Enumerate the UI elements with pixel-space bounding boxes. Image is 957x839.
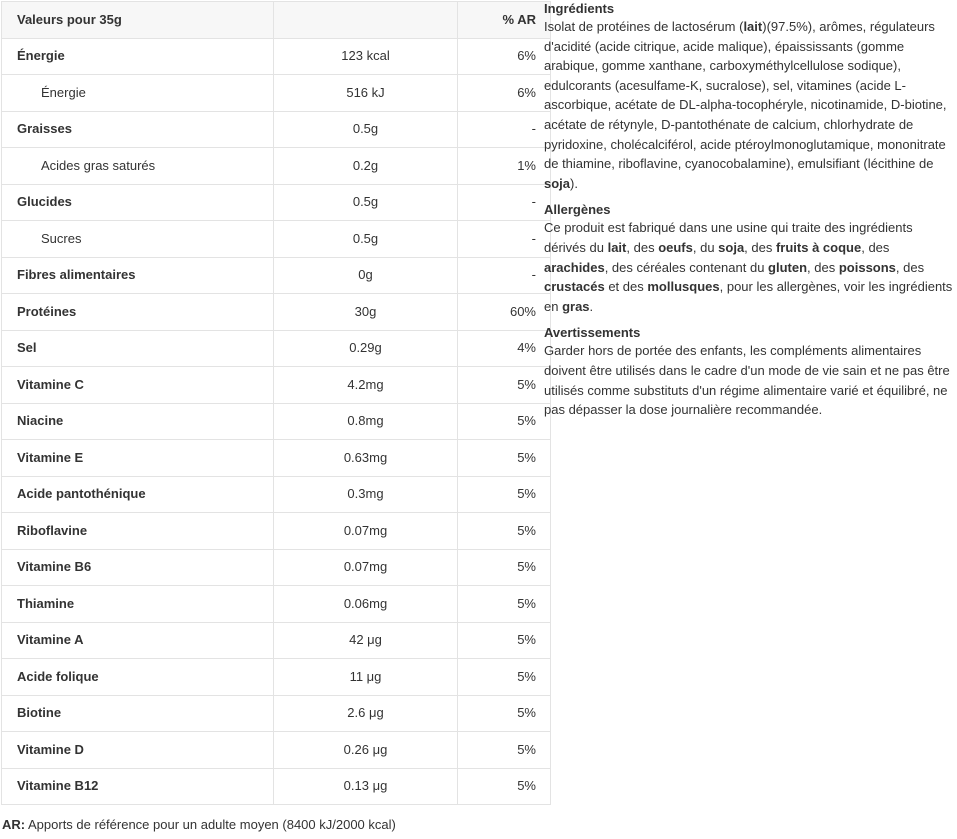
- text-run: , des céréales contenant du: [604, 259, 769, 275]
- nutrient-name: Sel: [2, 330, 274, 367]
- nutrient-ar-percent: 5%: [458, 695, 551, 732]
- nutrient-value: 0g: [274, 257, 458, 294]
- nutrient-value: 0.07mg: [274, 549, 458, 586]
- nutrient-name: Énergie: [2, 38, 274, 75]
- nutrient-value: 30g: [274, 294, 458, 331]
- nutrition-row: [2, 367, 551, 404]
- allergens-text: [544, 218, 955, 316]
- text-run: Ce produit est fabriqué dans une usine qui traite des ingrédients dérivés du: [544, 220, 913, 255]
- nutrient-ar-percent: 5%: [458, 513, 551, 550]
- nutrient-ar-percent: 5%: [458, 622, 551, 659]
- nutrient-value: 0.26 μg: [274, 732, 458, 769]
- text-run: , des: [895, 259, 925, 275]
- nutrient-ar-percent: 60%: [458, 294, 551, 331]
- nutrition-row: [2, 440, 551, 477]
- nutrient-value: 0.2g: [274, 148, 458, 185]
- nutrient-value: 0.8mg: [274, 403, 458, 440]
- text-run: , du: [692, 239, 719, 255]
- nutrient-ar-percent: 5%: [458, 440, 551, 477]
- nutrient-value: 0.5g: [274, 221, 458, 258]
- nutrition-row: [2, 257, 551, 294]
- header-value: [274, 2, 458, 39]
- nutrition-body: [2, 38, 551, 805]
- text-run: et des: [604, 279, 648, 295]
- nutrition-row: [2, 695, 551, 732]
- nutrient-ar-percent: -: [458, 257, 551, 294]
- nutrition-row: [2, 768, 551, 805]
- nutrient-ar-percent: 6%: [458, 75, 551, 112]
- nutrient-name: Biotine: [2, 695, 274, 732]
- nutrition-header-row: [2, 2, 551, 39]
- nutrient-name: Vitamine E: [2, 440, 274, 477]
- nutrition-row: [2, 513, 551, 550]
- nutrient-name: Fibres alimentaires: [2, 257, 274, 294]
- nutrient-name: Vitamine C: [2, 367, 274, 404]
- header-serving-label: Valeurs pour 35g: [2, 2, 274, 39]
- nutrient-value: 0.63mg: [274, 440, 458, 477]
- nutrient-ar-percent: 1%: [458, 148, 551, 185]
- bold-allergen-term: mollusques: [647, 279, 720, 295]
- nutrition-row: [2, 622, 551, 659]
- text-run: , des: [744, 239, 776, 255]
- text-run: Isolat de protéines de lactosérum (: [544, 19, 744, 34]
- text-run: )(97.5%), arômes, régulateurs d'acidité (acide citrique, acide malique), épaississants (gomme arabique, gomme xanthane, carboxyméthylcellulose sodique), edulcorants (acesulfame-K, sucralose), sel, vitamines (acide L-ascorbique, acétate de DL-alpha-tocophéryle, nicotinamide, D-biotine, acétate de rétynyle, D-pantothénate de calcium, chlorhydrate de pyridoxine, cholécalciférol, acide ptéroylmonoglutamique, mononitrate de thiamine, riboflavine, cyanocobalamine), emulsifiant (lécithine de: [544, 19, 947, 172]
- nutrition-row: [2, 294, 551, 331]
- ingredients-section: [544, 0, 955, 193]
- nutrition-row: [2, 586, 551, 623]
- nutrition-row: [2, 75, 551, 112]
- nutrient-ar-percent: 5%: [458, 476, 551, 513]
- nutrient-name: Énergie: [2, 75, 274, 112]
- nutrient-value: 123 kcal: [274, 38, 458, 75]
- bold-allergen-term: soja: [544, 175, 571, 191]
- text-run: , des: [626, 239, 659, 255]
- nutrient-value: 0.06mg: [274, 586, 458, 623]
- warnings-text: [544, 341, 955, 419]
- nutrient-name: Acide pantothénique: [2, 476, 274, 513]
- nutrition-row: [2, 476, 551, 513]
- bold-allergen-term: lait: [607, 239, 627, 255]
- nutrient-ar-percent: -: [458, 184, 551, 221]
- nutrient-value: 0.29g: [274, 330, 458, 367]
- ingredients-text: [544, 17, 955, 193]
- nutrient-ar-percent: 5%: [458, 403, 551, 440]
- nutrient-name: Vitamine D: [2, 732, 274, 769]
- nutrient-name: Vitamine B12: [2, 768, 274, 805]
- nutrition-row: [2, 403, 551, 440]
- nutrition-table: [1, 1, 551, 805]
- bold-allergen-term: arachides: [544, 259, 605, 275]
- nutrient-value: 4.2mg: [274, 367, 458, 404]
- nutrition-row: [2, 148, 551, 185]
- product-info: [544, 0, 955, 428]
- nutrient-ar-percent: 5%: [458, 586, 551, 623]
- ar-footnote: [2, 817, 396, 833]
- footnote-text: Apports de référence pour un adulte moyen (8400 kJ/2000 kcal): [25, 817, 396, 832]
- nutrient-value: 2.6 μg: [274, 695, 458, 732]
- nutrient-name: Vitamine B6: [2, 549, 274, 586]
- nutrient-ar-percent: 5%: [458, 732, 551, 769]
- nutrient-name: Protéines: [2, 294, 274, 331]
- nutrient-name: Graisses: [2, 111, 274, 148]
- bold-allergen-term: gluten: [768, 259, 808, 275]
- nutrient-value: 42 μg: [274, 622, 458, 659]
- ingredients-title: Ingrédients: [544, 1, 615, 16]
- nutrition-row: [2, 330, 551, 367]
- nutrition-row: [2, 549, 551, 586]
- allergens-section: [544, 201, 955, 316]
- bold-allergen-term: crustacés: [544, 279, 605, 295]
- nutrient-value: 0.5g: [274, 111, 458, 148]
- nutrient-name: Acide folique: [2, 659, 274, 696]
- nutrient-ar-percent: 4%: [458, 330, 551, 367]
- nutrient-value: 0.07mg: [274, 513, 458, 550]
- nutrient-ar-percent: 5%: [458, 549, 551, 586]
- text-run: , pour les allergènes, voir les ingrédients en: [544, 279, 953, 314]
- nutrition-row: [2, 111, 551, 148]
- nutrition-row: [2, 38, 551, 75]
- nutrient-ar-percent: 5%: [458, 367, 551, 404]
- text-run: Garder hors de portée des enfants, les compléments alimentaires doivent être utilisés dans le cadre d'un mode de vie sain et ne pas être utilisés comme substituts d'un régime alimentaire varié et équilibré, ne pas dépasser la dose journalière recommandée.: [544, 343, 950, 418]
- nutrition-row: [2, 732, 551, 769]
- nutrient-value: 0.5g: [274, 184, 458, 221]
- nutrient-value: 0.3mg: [274, 476, 458, 513]
- nutrient-name: Glucides: [2, 184, 274, 221]
- text-run: .: [589, 298, 594, 314]
- text-run: , des: [807, 259, 839, 275]
- allergens-title: Allergènes: [544, 202, 611, 218]
- nutrient-value: 516 kJ: [274, 75, 458, 112]
- text-run: ).: [570, 175, 578, 191]
- nutrient-name: Vitamine A: [2, 622, 274, 659]
- footnote-label: AR:: [2, 817, 26, 832]
- nutrient-ar-percent: 5%: [458, 768, 551, 805]
- nutrient-name: Acides gras saturés: [2, 148, 274, 185]
- header-ar-percent: % AR: [458, 2, 551, 39]
- nutrient-name: Thiamine: [2, 586, 274, 623]
- nutrition-row: [2, 659, 551, 696]
- warnings-section: [544, 324, 955, 419]
- bold-allergen-term: fruits à coque: [775, 239, 862, 255]
- warnings-title: Avertissements: [544, 325, 641, 341]
- nutrient-value: 0.13 μg: [274, 768, 458, 805]
- nutrient-value: 11 μg: [274, 659, 458, 696]
- nutrition-row: [2, 221, 551, 258]
- nutrient-name: Sucres: [2, 221, 274, 258]
- bold-allergen-term: gras: [562, 298, 590, 314]
- bold-allergen-term: poissons: [838, 259, 896, 275]
- nutrient-name: Riboflavine: [2, 513, 274, 550]
- nutrient-ar-percent: -: [458, 221, 551, 258]
- nutrient-ar-percent: 6%: [458, 38, 551, 75]
- nutrition-row: [2, 184, 551, 221]
- nutrient-ar-percent: 5%: [458, 659, 551, 696]
- nutrient-name: Niacine: [2, 403, 274, 440]
- bold-allergen-term: soja: [718, 239, 745, 255]
- nutrient-ar-percent: -: [458, 111, 551, 148]
- text-run: , des: [861, 239, 890, 255]
- bold-allergen-term: oeufs: [658, 239, 693, 255]
- bold-allergen-term: lait: [743, 19, 763, 34]
